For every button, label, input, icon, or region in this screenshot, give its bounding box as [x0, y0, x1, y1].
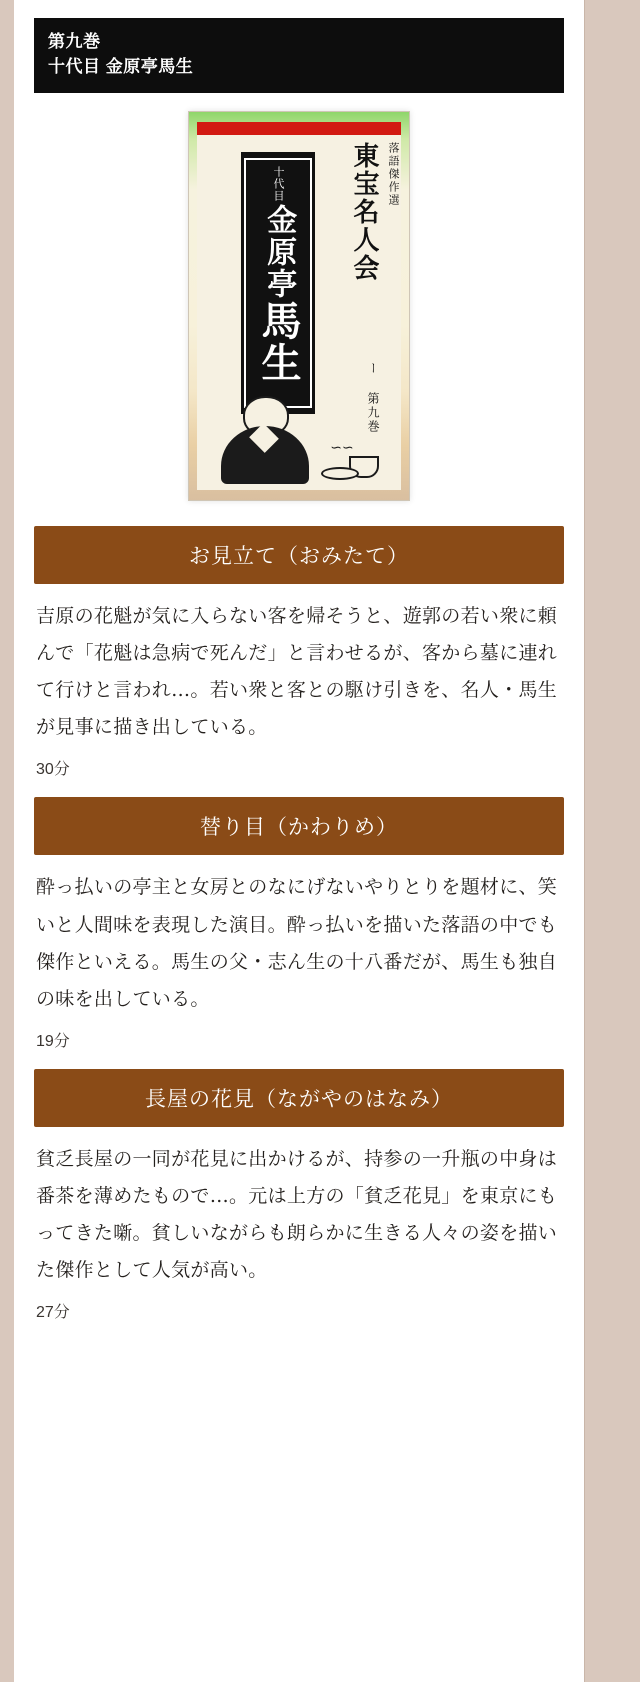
jacket-title-block [241, 152, 315, 414]
story-duration: 19分 [36, 1032, 70, 1050]
story-title: 替り目（かわりめ） [34, 797, 564, 855]
story-section [34, 526, 564, 783]
content-column [14, 0, 584, 1682]
story-description: 酔っ払いの亭主と女房とのなにげないやりとりを題材に、笑いと人間味を表現した演目。酔っ払いを描いた落語の中でも傑作といえる。馬生の父・志ん生の十八番だが、馬生も独自の味を出している。 [36, 876, 558, 1010]
story-description: 吉原の花魁が気に入らない客を帰そうと、遊郭の若い衆に頼んで「花魁は急病で死んだ」と言わせるが、客から墓に連れて行けと言われ…。若い衆と客との駆け引きを、名人・馬生が見事に描き出している。 [36, 605, 558, 739]
jacket-image-wrapper [34, 93, 564, 512]
rakugo-performer-illustration [217, 396, 313, 488]
story-duration: 27分 [36, 1303, 70, 1321]
volume-number: 第九巻 [48, 32, 101, 51]
jacket-series-title: 東宝名人会 [349, 142, 379, 283]
story-duration: 30分 [36, 761, 70, 779]
jacket-title-inner [244, 158, 312, 408]
story-section [34, 797, 564, 1054]
jacket-title-generation: 十代目 [272, 166, 284, 203]
jacket-image [188, 111, 410, 501]
volume-performer: 十代目 金原亭馬生 [48, 56, 194, 76]
story-title: お見立て（おみたて） [34, 526, 564, 584]
volume-header [34, 18, 564, 93]
steam-icon: ∽∽ [330, 439, 354, 456]
jacket-series-volume: ー 第九巻 [366, 362, 380, 435]
jacket-title-surname: 金原亭 [261, 204, 297, 301]
story-section [34, 1069, 564, 1326]
page-right-gutter [584, 0, 640, 1682]
story-title: 長屋の花見（ながやのはなみ） [34, 1069, 564, 1127]
jacket-red-band [197, 122, 401, 135]
jacket-title-givenname: 馬生 [255, 300, 302, 385]
jacket-series-small: 落語傑作選 [387, 142, 399, 208]
story-description: 貧乏長屋の一同が花見に出かけるが、持参の一升瓶の中身は番茶を薄めたもので…。元は上方の「貧乏花見」を東京にもってきた噺。貧しいながらも朗らかに生きる人々の姿を描いた傑作として人気が高い。 [36, 1147, 558, 1281]
gutter-divider [584, 0, 585, 1682]
